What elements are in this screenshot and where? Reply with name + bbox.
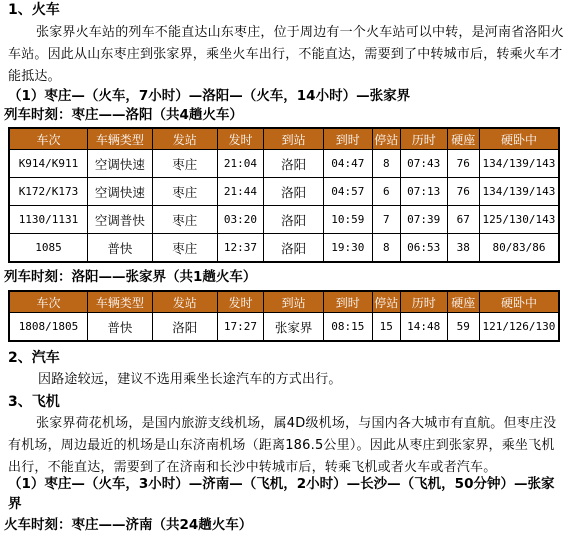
column-header: 硬座 [448, 129, 479, 149]
column-header: 停站 [373, 292, 400, 312]
table-cell: 38 [448, 234, 479, 261]
table-cell: 134/139/143 [480, 150, 558, 177]
table-cell: 04:57 [324, 178, 372, 205]
table-cell: 17:27 [218, 313, 264, 340]
table-cell: 76 [448, 150, 479, 177]
table-cell: 张家界 [264, 313, 323, 340]
table-header-row [10, 292, 558, 312]
table-cell: 空调普快 [88, 206, 152, 233]
table-cell: 59 [448, 313, 479, 340]
column-header: 车次 [10, 129, 87, 149]
table-cell: 76 [448, 178, 479, 205]
column-header: 车辆类型 [88, 129, 152, 149]
table-cell: 洛阳 [264, 206, 323, 233]
column-header: 停站 [373, 129, 400, 149]
table-header-row [10, 129, 558, 149]
table-cell: 03:20 [218, 206, 264, 233]
table-cell: 7 [373, 206, 400, 233]
plane-route-line: （1）枣庄—（火车，3小时）—济南—（飞机，2小时）—长沙—（飞机，50分钟）—张家界 [8, 476, 555, 512]
timetable-zaozhuang-luoyang [8, 127, 560, 263]
table-row [10, 178, 558, 205]
table-cell: 枣庄 [153, 150, 217, 177]
column-header: 发时 [218, 292, 264, 312]
table-cell: 06:53 [401, 234, 447, 261]
table-cell: 12:37 [218, 234, 264, 261]
table-cell: 21:04 [218, 150, 264, 177]
table-cell: 134/139/143 [480, 178, 558, 205]
table-cell: 21:44 [218, 178, 264, 205]
column-header: 发时 [218, 129, 264, 149]
table-cell: 125/130/143 [480, 206, 558, 233]
table-row [10, 313, 558, 340]
table-cell: 121/126/130 [480, 313, 558, 340]
timetable-title-luoyang-zhangjiajie: 列车时刻：洛阳——张家界（共1趟火车） [4, 269, 257, 285]
section-heading-bus: 2、汽车 [8, 350, 60, 366]
table-cell: 07:13 [401, 178, 447, 205]
column-header: 发站 [153, 129, 217, 149]
column-header: 车辆类型 [88, 292, 152, 312]
section-heading-train: 1、火车 [8, 2, 60, 18]
table-cell: 08:15 [324, 313, 372, 340]
table-row [10, 234, 558, 261]
table-cell: 14:48 [401, 313, 447, 340]
column-header: 到站 [264, 129, 323, 149]
table-cell: 洛阳 [264, 178, 323, 205]
train-route-line: （1）枣庄—（火车，7小时）—洛阳—（火车，14小时）—张家界 [8, 88, 411, 104]
column-header: 车次 [10, 292, 87, 312]
timetable-title-zaozhuang-jinan: 火车时刻：枣庄——济南（共24趟火车） [4, 517, 253, 533]
table-cell: 普快 [88, 313, 152, 340]
table-cell: 空调快速 [88, 150, 152, 177]
table-cell: 8 [373, 234, 400, 261]
table-cell: 枣庄 [153, 206, 217, 233]
table-row [10, 206, 558, 233]
column-header: 到时 [324, 129, 372, 149]
table-cell: K172/K173 [10, 178, 87, 205]
table-cell: 空调快速 [88, 178, 152, 205]
bus-paragraph: 因路途较远，建议不选用乘坐长途汽车的方式出行。 [38, 372, 342, 387]
table-cell: 8 [373, 150, 400, 177]
table-cell: 1085 [10, 234, 87, 261]
train-intro-paragraph: 张家界火车站的列车不能直达山东枣庄，位于周边有一个火车站可以中转，是河南省洛阳火车站。因此从山东枣庄到张家界，乘坐火车出行，不能直达，需要到了中转城市后，转乘火车才能抵达。 [8, 25, 565, 84]
column-header: 历时 [401, 129, 447, 149]
table-cell: 枣庄 [153, 178, 217, 205]
table-cell: 15 [373, 313, 400, 340]
table-cell: 6 [373, 178, 400, 205]
column-header: 到站 [264, 292, 323, 312]
column-header: 硬卧中 [480, 292, 558, 312]
section-heading-plane: 3、飞机 [8, 394, 60, 410]
table-cell: K914/K911 [10, 150, 87, 177]
table-cell: 洛阳 [264, 150, 323, 177]
timetable-luoyang-zhangjiajie [8, 290, 560, 342]
table-cell: 1808/1805 [10, 313, 87, 340]
table-cell: 80/83/86 [480, 234, 558, 261]
table-cell: 67 [448, 206, 479, 233]
table-cell: 19:30 [324, 234, 372, 261]
table-cell: 04:47 [324, 150, 372, 177]
table-cell: 07:39 [401, 206, 447, 233]
column-header: 发站 [153, 292, 217, 312]
plane-paragraph: 张家界荷花机场，是国内旅游支线机场，属4D级机场，与国内各大城市有直航。但枣庄没有机场，周边最近的机场是山东济南机场（距离186.5公里）。因此从枣庄到张家界，乘坐飞机出行，不能直达，需要到了在济南和长沙中转城市后，转乘飞机或者火车或者汽车。 [8, 416, 557, 475]
column-header: 硬座 [448, 292, 479, 312]
table-row [10, 150, 558, 177]
table-cell: 10:59 [324, 206, 372, 233]
timetable-title-zaozhuang-luoyang: 列车时刻：枣庄——洛阳（共4趟火车） [4, 107, 243, 123]
table-cell: 枣庄 [153, 234, 217, 261]
table-cell: 洛阳 [153, 313, 217, 340]
column-header: 硬卧中 [480, 129, 558, 149]
table-cell: 07:43 [401, 150, 447, 177]
table-cell: 洛阳 [264, 234, 323, 261]
column-header: 到时 [324, 292, 372, 312]
column-header: 历时 [401, 292, 447, 312]
table-cell: 普快 [88, 234, 152, 261]
table-cell: 1130/1131 [10, 206, 87, 233]
